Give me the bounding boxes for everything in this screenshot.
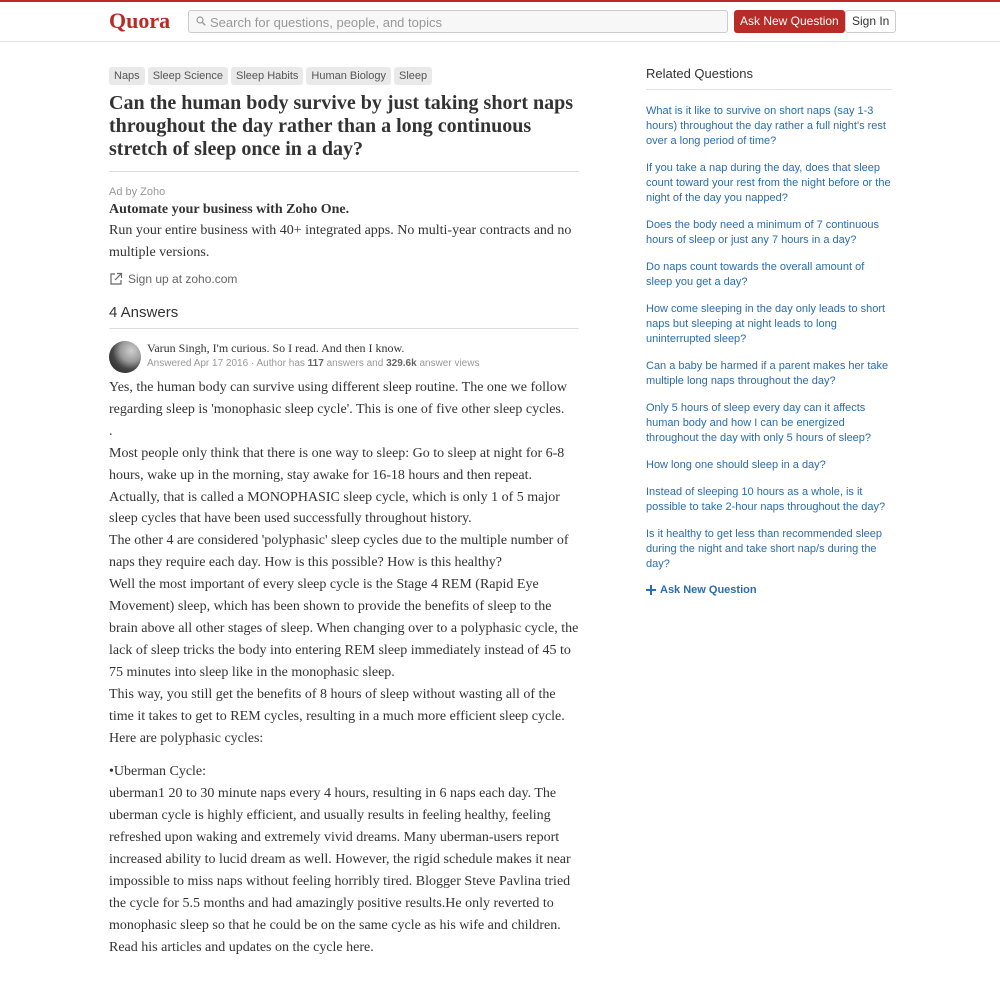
answer-paragraph: Most people only think that there is one way to sleep: Go to sleep at night for 6-8 hours, wake up in the morning, stay awake for 16-18 hours and then repeat. Actually, that is called a MONOPHASIC sleep cycle, which is only 1 of 5 major sleep cycles that have been used successfully throughout history. bbox=[109, 445, 565, 527]
related-question-link[interactable]: How long one should sleep in a day? bbox=[646, 459, 826, 471]
answer-date: Answered Apr 17 2016 · Author has bbox=[147, 358, 308, 369]
related-question-link[interactable]: What is it like to survive on short naps (say 1-3 hours) throughout the day rather a full night's rest over a long period of time? bbox=[646, 105, 886, 147]
answer-header bbox=[109, 341, 579, 373]
related-question-link[interactable]: Does the body need a minimum of 7 continuous hours of sleep or just any 7 hours in a day? bbox=[646, 219, 879, 246]
search-placeholder: Search for questions, people, and topics bbox=[210, 15, 442, 30]
ask-new-question-label: Ask New Question bbox=[660, 584, 757, 596]
answer-paragraph: Well the most important of every sleep cycle is the Stage 4 REM (Rapid Eye Movement) sleep, which has been shown to provide the benefits of sleep to the brain above all other stages of sleep. When changing over to a polyphasic cycle, the lack of sleep tricks the body into entering REM sleep immediately instead of 45 to 75 minutes into sleep like in the monophasic sleep. bbox=[109, 577, 579, 680]
topic-tag-sleep[interactable]: Sleep bbox=[394, 67, 432, 85]
ad-block bbox=[109, 186, 579, 286]
related-questions-list bbox=[646, 104, 892, 572]
related-questions-sidebar bbox=[646, 66, 892, 596]
related-question-link[interactable]: Do naps count towards the overall amount of sleep you get a day? bbox=[646, 261, 865, 288]
sign-in-button[interactable]: Sign In bbox=[845, 10, 896, 33]
related-question-link[interactable]: How come sleeping in the day only leads to short naps but sleeping at night leads to long uninterrupted sleep? bbox=[646, 303, 886, 345]
question-title: Can the human body survive by just taking short naps throughout the day rather than a long continuous stretch of sleep once in a day? bbox=[109, 92, 579, 172]
ask-new-question-button[interactable]: Ask New Question bbox=[734, 10, 845, 33]
topic-tag-human-biology[interactable]: Human Biology bbox=[306, 67, 391, 85]
header bbox=[0, 2, 1000, 42]
topic-tag-naps[interactable]: Naps bbox=[109, 67, 145, 85]
main-content bbox=[109, 66, 579, 959]
answer-paragraph: This way, you still get the benefits of 8 hours of sleep without wasting all of the time it takes to get to REM cycles, resulting in a much more efficient sleep cycle. bbox=[109, 686, 565, 724]
external-link-icon bbox=[109, 272, 123, 286]
ad-headline[interactable]: Automate your business with Zoho One. bbox=[109, 202, 350, 217]
answer-paragraph: . bbox=[109, 423, 113, 439]
search-icon bbox=[196, 16, 206, 26]
meta-mid: answers and bbox=[323, 358, 387, 369]
author-name[interactable]: Varun Singh, I'm curious. So I read. And then I know. bbox=[147, 341, 405, 355]
sidebar-ask-new-question[interactable] bbox=[646, 584, 892, 596]
answer-paragraph: uberman1 20 to 30 minute naps every 4 hours, resulting in 6 naps each day. The uberman cycle is highly efficient, and usually results in feeling healthy, feeling refreshed upon waking and extremely vivid dreams. Many uberman-users report increased ability to lucid dream as well. However, the rigid schedule makes it near impossible to miss naps without feeling horribly tired. Blogger Steve Pavlina tried the cycle for 5.5 months and had amazingly positive results.He only reverted to monophasic sleep so that he could be on the same cycle as his wife and children. Read his articles and updates on the cycle here. bbox=[109, 786, 571, 955]
answer-paragraph: •Uberman Cycle: bbox=[109, 764, 207, 780]
author-info bbox=[147, 341, 479, 373]
answer-body bbox=[109, 377, 579, 959]
avatar[interactable] bbox=[109, 341, 141, 373]
answer-count: 117 bbox=[307, 358, 324, 369]
topic-tag-sleep-habits[interactable]: Sleep Habits bbox=[231, 67, 303, 85]
answer-paragraph: Here are polyphasic cycles: bbox=[109, 730, 264, 746]
search-input[interactable] bbox=[188, 10, 728, 33]
ad-label: Ad by Zoho bbox=[109, 186, 166, 198]
related-question-link[interactable]: Only 5 hours of sleep every day can it affects human body and how I can be energized throughout the day with only 5 hours of sleep? bbox=[646, 402, 872, 444]
answer-meta bbox=[147, 358, 479, 369]
ad-body: Run your entire business with 40+ integrated apps. No multi-year contracts and no multiple versions. bbox=[109, 223, 572, 260]
answer-paragraph: The other 4 are considered 'polyphasic' sleep cycles due to the multiple number of naps they require each day. How is this possible? How is this healthy? bbox=[109, 533, 569, 571]
related-question-link[interactable]: Is it healthy to get less than recommended sleep during the night and take short nap/s during the day? bbox=[646, 528, 883, 570]
related-question-link[interactable]: If you take a nap during the day, does that sleep count toward your rest from the night before or the night of the day you napped? bbox=[646, 162, 891, 204]
meta-suffix: answer views bbox=[416, 358, 480, 369]
ad-link-text: Sign up at zoho.com bbox=[128, 272, 238, 286]
view-count: 329.6k bbox=[386, 358, 417, 369]
topic-tag-sleep-science[interactable]: Sleep Science bbox=[148, 67, 228, 85]
paragraph-gap bbox=[109, 749, 579, 761]
quora-logo[interactable]: Quora bbox=[109, 8, 171, 33]
related-questions-title: Related Questions bbox=[646, 66, 892, 90]
related-question-link[interactable]: Can a baby be harmed if a parent makes her take multiple long naps throughout the day? bbox=[646, 360, 889, 387]
answer-paragraph: Yes, the human body can survive using different sleep routine. The one we follow regarding sleep is 'monophasic sleep cycle'. This is one of five other sleep cycles. bbox=[109, 380, 568, 417]
ad-signup-link[interactable] bbox=[109, 272, 579, 286]
answers-count: 4 Answers bbox=[109, 304, 579, 329]
plus-icon bbox=[646, 585, 656, 595]
related-question-link[interactable]: Instead of sleeping 10 hours as a whole, is it possible to take 2-hour naps throughout the day? bbox=[646, 486, 886, 513]
topic-list bbox=[109, 66, 579, 84]
